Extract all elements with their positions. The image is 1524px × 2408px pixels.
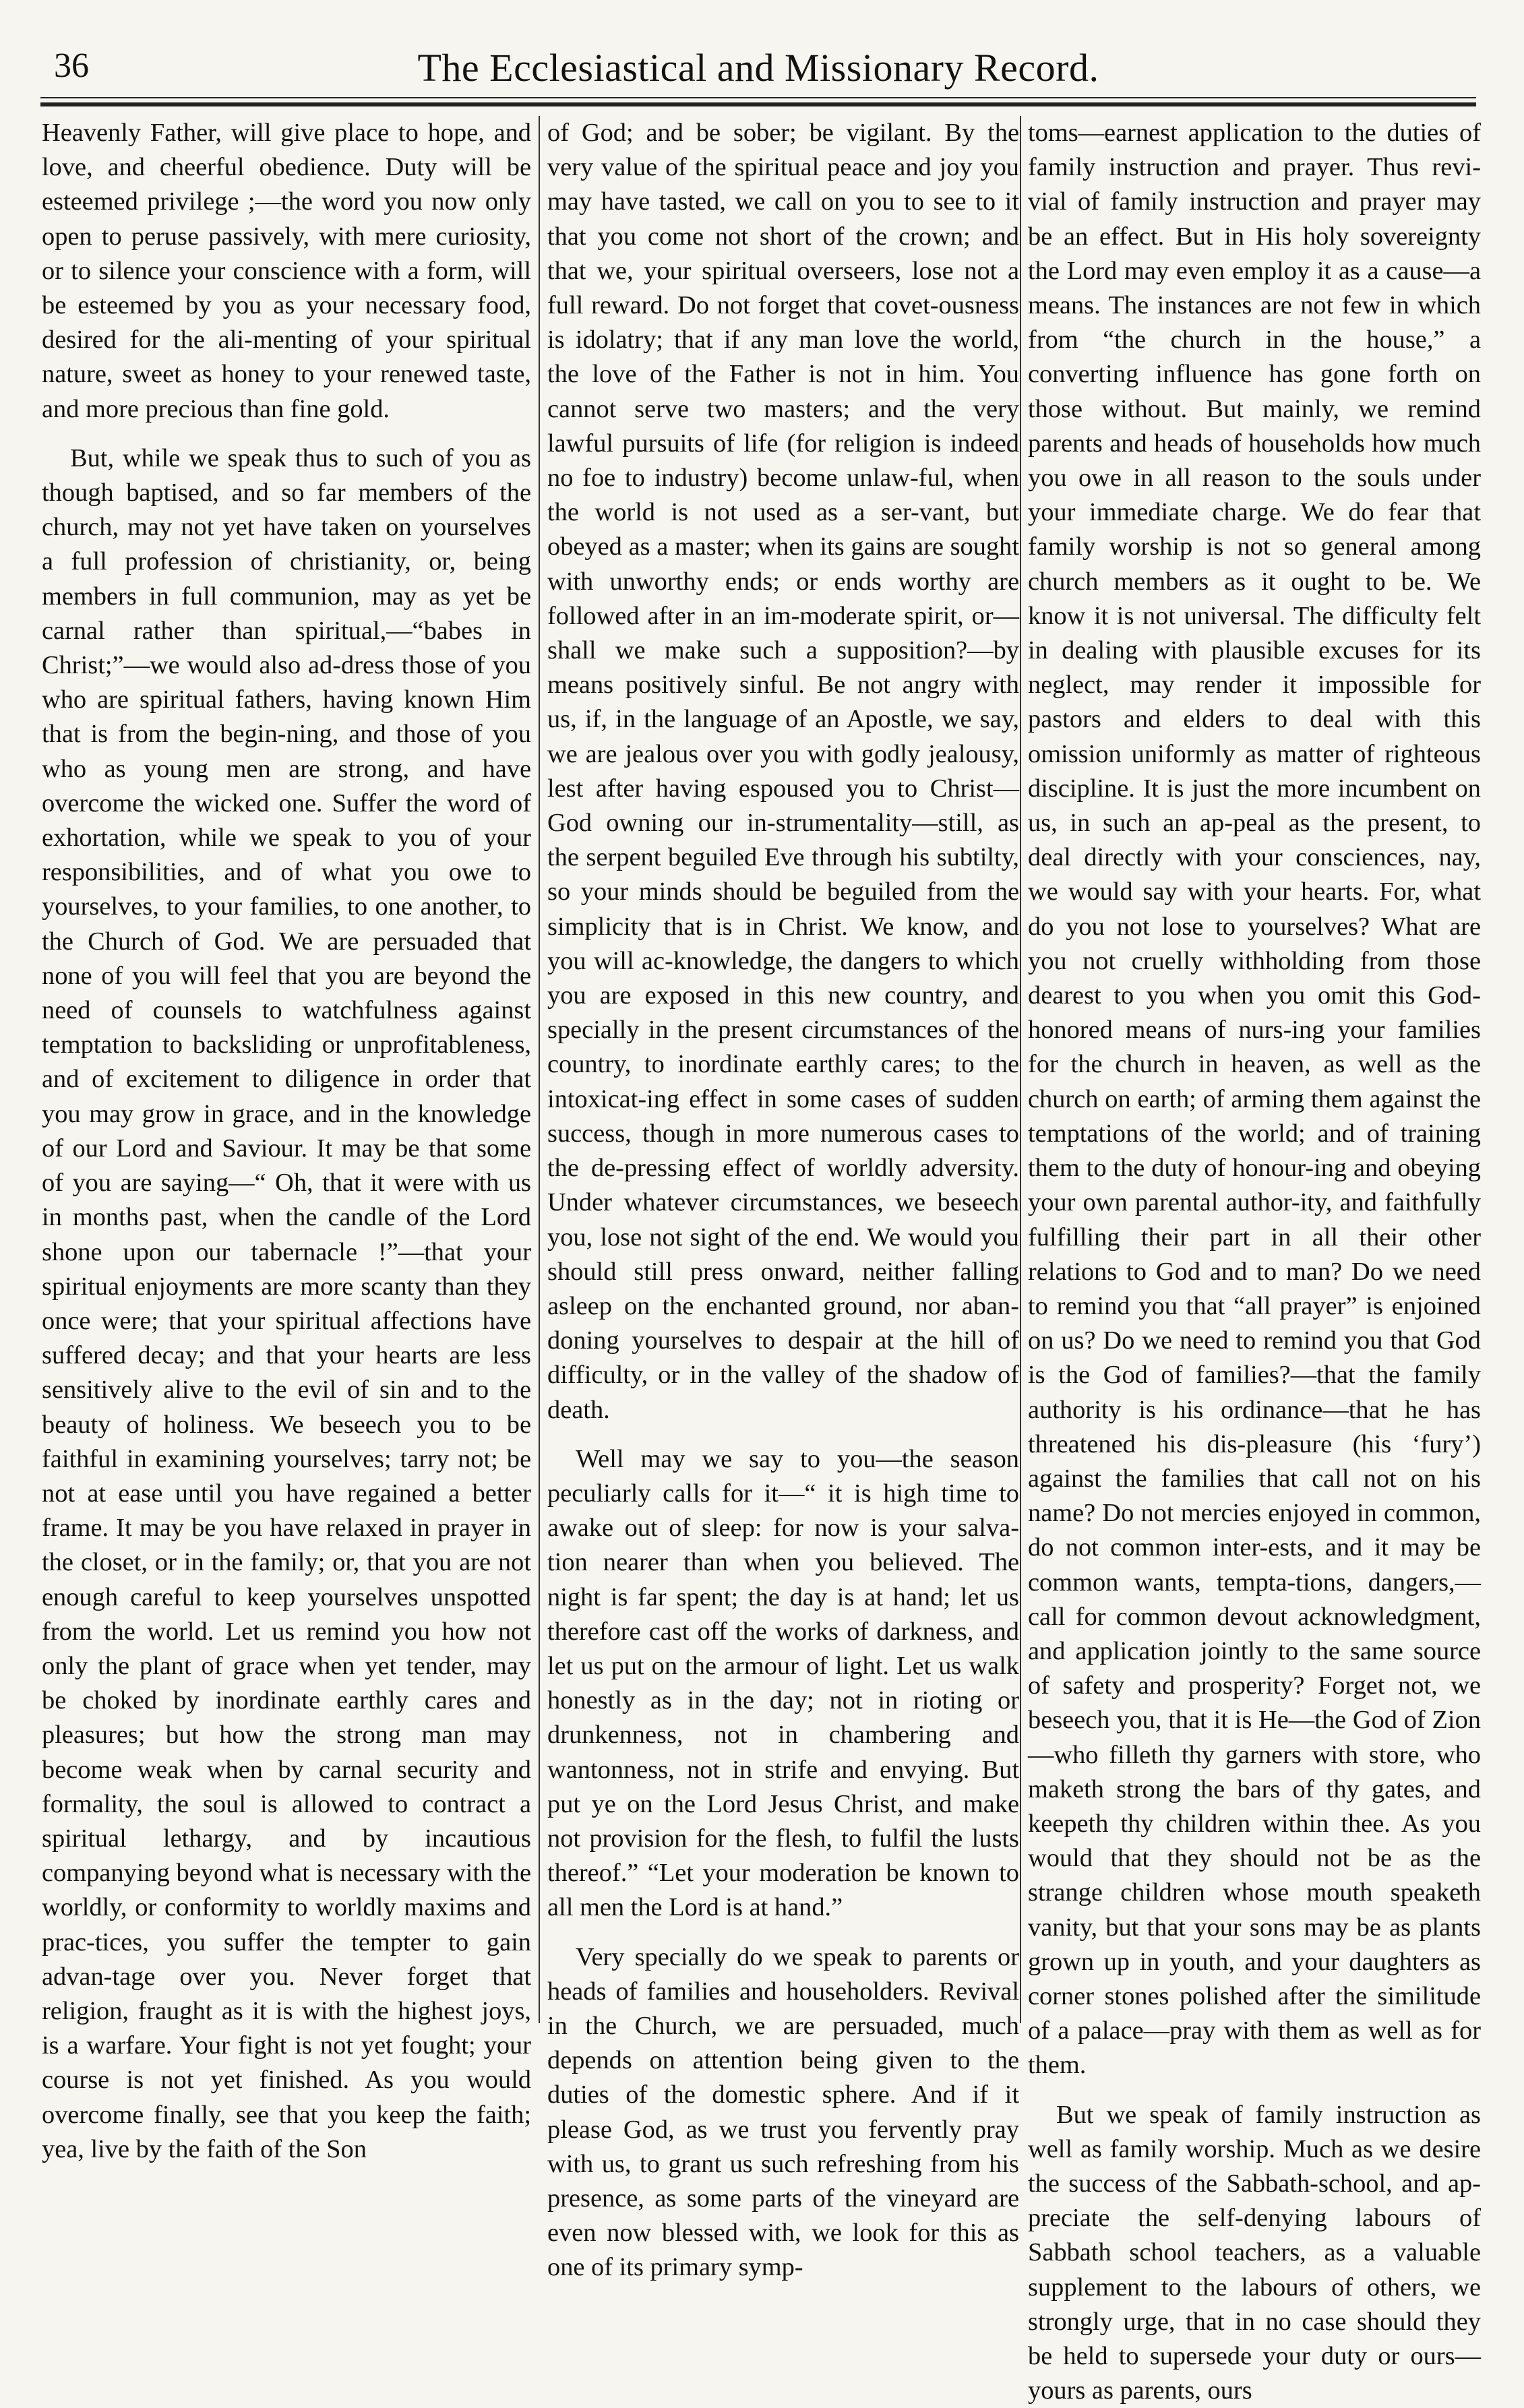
- page-number: 36: [54, 47, 89, 85]
- paragraph: Heavenly Father, will give place to hope, and love, and cheerful obedience. Duty will be esteemed privilege ;—the word you now only open to peruse passively, with mere curiosity, or to silence your conscience with a form, will be esteemed by you as your necessary food, desired for the ali-menting of your spiritual nature, sweet as honey to your renewed taste, and more precious than fine gold.: [42, 119, 531, 423]
- text-column-3: [1028, 116, 1481, 2405]
- paragraph: Very specially do we speak to parents or heads of families and householders. Revival in the Church, we are persuaded, much depends on attention being given to the duties of the domestic sphere. And if it please God, as we trust you fervently pray with us, to grant us such refreshing from his presence, as some parts of the vineyard are even now blessed with, we look for this as one of its primary symp-: [547, 1942, 1019, 2282]
- paragraph: Well may we say to you—the season peculiarly calls for it—“ it is high time to awake out of sleep: for now is your salva-tion nearer than when you believed. The night is far spent; the day is at hand; let us therefore cast off the works of darkness, and let us put on the armour of light. Let us walk honestly as in the day; not in rioting or drunkenness, not in chambering and wantonness, not in strife and envying. But put ye on the Lord Jesus Christ, and make not provision for the flesh, to fulfil the lusts thereof.” “Let your moderation be known to all men the Lord is at hand.”: [547, 1444, 1019, 1922]
- column-divider: [1020, 116, 1021, 2023]
- header-rule-thick: [40, 102, 1476, 106]
- text-column-2: [547, 116, 1019, 2282]
- paragraph: toms—earnest application to the duties of family instruction and prayer. Thus revi-vial of family instruction and prayer may be an effect. But in His holy sovereignty the Lord may even employ it as a cause—a means. The instances are not few in which from “the church in the house,” a converting influence has gone forth on those without. But mainly, we remind parents and heads of households how much you owe in all reason to the souls under your immediate charge. We do fear that family worship is not so general among church members as it ought to be. We know it is not universal. The difficulty felt in dealing with plausible excuses for its neglect, may render it impossible for pastors and elders to deal with this omission uniformly as matter of righteous discipline. It is just the more incumbent on us, in such an ap-peal as the present, to deal directly with your consciences, nay, we would say with your hearts. For, what do you not lose to yourselves? What are you not cruelly withholding from those dearest to you when you omit this God-honored means of nurs-ing your families for the church in heaven, as well as the church on earth; of arming them against the temptations of the world; and of training them to the duty of honour-ing and obeying your own parental author-ity, and faithfully fulfilling their part in all their other relations to God and to man? Do we need to remind you that “all prayer” is enjoined on us? Do we need to remind you that God is the God of families?—that the family authority is his ordinance—that he has threatened his dis-pleasure (his ‘fury’) against the families that call not on his name? Do not mercies enjoyed in common, do not common inter-ests, and it may be common wants, tempta-tions, dangers,—call for common devout acknowledgment, and application jointly to the same source of safety and prosperity? Forget not, we beseech you, that it is He—the God of Zion—who filleth thy garners with store, who maketh strong the bars of thy gates, and keepeth thy children within thee. As you would that they should not be as the strange children whose mouth speaketh vanity, but that your sons may be as plants grown up in youth, and your daughters as corner stones polished after the similitude of a palace—pray with them as well as for them.: [1028, 119, 1481, 2080]
- paragraph: But we speak of family instruction as well as family worship. Much as we desire the success of the Sabbath-school, and ap-preciate the self-denying labours of Sabbath school teachers, as a valuable supplement to the labours of others, we strongly urge, that in no case should they be held to supersede your duty or ours—yours as parents, ours: [1028, 2100, 1481, 2405]
- text-column-1: [42, 116, 531, 2163]
- header-rule-thin: [40, 97, 1476, 98]
- paragraph: of God; and be sober; be vigilant. By the very value of the spiritual peace and joy you may have tasted, we call on you to see to it that you come not short of the crown; and that we, your spiritual overseers, lose not a full reward. Do not forget that covet-ousness is idolatry; that if any man love the world, the love of the Father is not in him. You cannot serve two masters; and the very lawful pursuits of life (for religion is indeed no foe to industry) become unlaw-ful, when the world is not used as a ser-vant, but obeyed as a master; when its gains are sought with unworthy ends; or ends worthy are followed after in an im-moderate spirit, or—shall we make such a supposition?—by means positively sinful. Be not angry with us, if, in the language of an Apostle, we say, we are jealous over you with godly jealousy, lest after having espoused you to Christ—God owning our in-strumentality—still, as the serpent beguiled Eve through his subtilty, so your minds should be beguiled from the simplicity that is in Christ. We know, and you will ac-knowledge, the dangers to which you are exposed in this new country, and specially in the present circumstances of the country, to inordinate earthly cares; to the intoxicat-ing effect in some cases of sudden success, though in more numerous cases to the de-pressing effect of worldly adversity. Under whatever circumstances, we beseech you, lose not sight of the end. We would you should still press onward, neither falling asleep on the enchanted ground, nor aban-doning yourselves to despair at the hill of difficulty, or in the valley of the shadow of death.: [547, 119, 1019, 1424]
- column-divider: [539, 116, 540, 2023]
- running-title: The Ecclesiastical and Missionary Record.: [417, 46, 1099, 90]
- paragraph: But, while we speak thus to such of you as though baptised, and so far members of the church, may not yet have taken on yourselves a full profession of christianity, or, being members in full communion, may as yet be carnal rather than spiritual,—“babes in Christ;”—we would also ad-dress those of you who are spiritual fathers, having known Him that is from the begin-ning, and those of you who as young men are strong, and have overcome the wicked one. Suffer the word of exhortation, while we speak to you of your responsibilities, and of what you owe to yourselves, to your families, to one another, to the Church of God. We are persuaded that none of you will feel that you are beyond the need of counsels to watchfulness against temptation to backsliding or unprofitableness, and of excitement to diligence in order that you may grow in grace, and in the knowledge of our Lord and Saviour. It may be that some of you are saying—“ Oh, that it were with us in months past, when the candle of the Lord shone upon our tabernacle !”—that your spiritual enjoyments are more scanty than they once were; that your spiritual affections have suffered decay; and that your hearts are less sensitively alive to the evil of sin and to the beauty of holiness. We beseech you to be faithful in examining yourselves; tarry not; be not at ease until you have regained a better frame. It may be you have relaxed in prayer in the closet, or in the family; or, that you are not enough careful to keep yourselves unspotted from the world. Let us remind you how not only the plant of grace when yet tender, may be choked by inordinate earthly cares and pleasures; but how the strong man may become weak when by carnal security and formality, the soul is allowed to contract a spiritual lethargy, and by incautious companying beyond what is necessary with the worldly, or conformity to worldly maxims and prac-tices, you suffer the tempter to gain advan-tage over you. Never forget that religion, fraught as it is with the highest joys, is a warfare. Your fight is not yet fought; your course is not yet finished. As you would overcome finally, see that you keep the faith; yea, live by the faith of the Son: [42, 443, 531, 2163]
